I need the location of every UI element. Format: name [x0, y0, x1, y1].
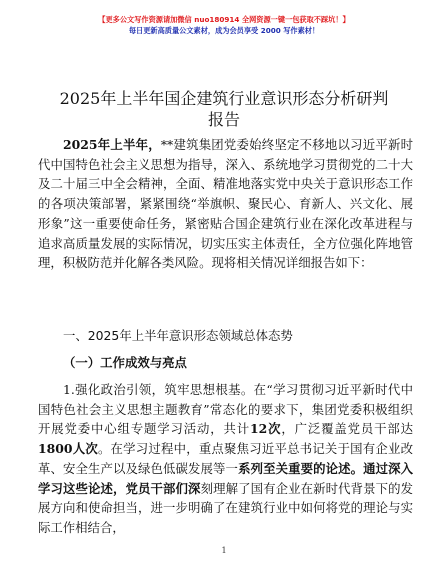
section-heading-1: 一、2025年上半年意识形态领域总体态势	[63, 328, 293, 343]
point-1-num-participants: 1800人次	[38, 441, 98, 457]
promo-banner	[0, 14, 448, 36]
point-1-text-a: 1.强化政治引领，筑牢思想根基。在“学习贯彻习近平新时代中国特色社会主义思想主题教育”常态化的要求下，集团党委积极组织开展党委中心组专题学习活动，共计	[38, 382, 413, 437]
point-1-text-c: 。在学习过程中，重点聚焦习近平总书记关于国有企业改革、安全生产以及绿色低碳发展等一	[38, 441, 413, 476]
point-1-num-sessions: 12次	[250, 421, 282, 437]
intro-lead: 2025年上半年，	[63, 137, 161, 152]
document-title-line2: 报告	[207, 110, 240, 129]
point-1-bold-text: 系列至关重要的论述。通过深入学习这些论述，党员干部们深	[38, 460, 414, 496]
document-title-line1: 2025年上半年国企建筑行业意识形态分析研判	[59, 89, 389, 108]
intro-text: **建筑集团党委始终坚定不移地以习近平新时代中国特色社会主义思想为指导，深入、系统地学习贯彻党的二十大及二十届三中全会精神，全面、精准地落实党中央关于意识形态工作的各项决策部署，紧紧围绕“举旗帜、聚民心、育新人、兴文化、展形象”这一重要使命任务，紧密贴合国企建筑行业在深化改革进程与追求高质量发展的实际情况，切实压实主体责任，全方位强化阵地管理，积极防范并化解各类风险。现将相关情况详细报告如下：	[38, 137, 413, 271]
promo-banner-line1: 【更多公文写作资源请加微信 nuo180914 全网资源一键一包获取不踩坑！】	[98, 15, 350, 24]
intro-paragraph	[38, 135, 413, 273]
point-1-paragraph	[38, 380, 413, 538]
point-1-text-b: ，广泛覆盖党员干部达	[281, 421, 413, 437]
subsection-heading-1: （一）工作成效与亮点	[63, 355, 187, 370]
promo-banner-line2: 每日更新高质量公文素材，成为会员享受 2000 写作素材！	[128, 26, 320, 35]
point-1-text-d: 刻理解了国有企业在新时代背景下的发展方向和使命担当，进一步明确了在建筑行业中如何将党的理论与实际工作相结合，	[38, 480, 414, 535]
page-number: 1	[221, 546, 227, 555]
